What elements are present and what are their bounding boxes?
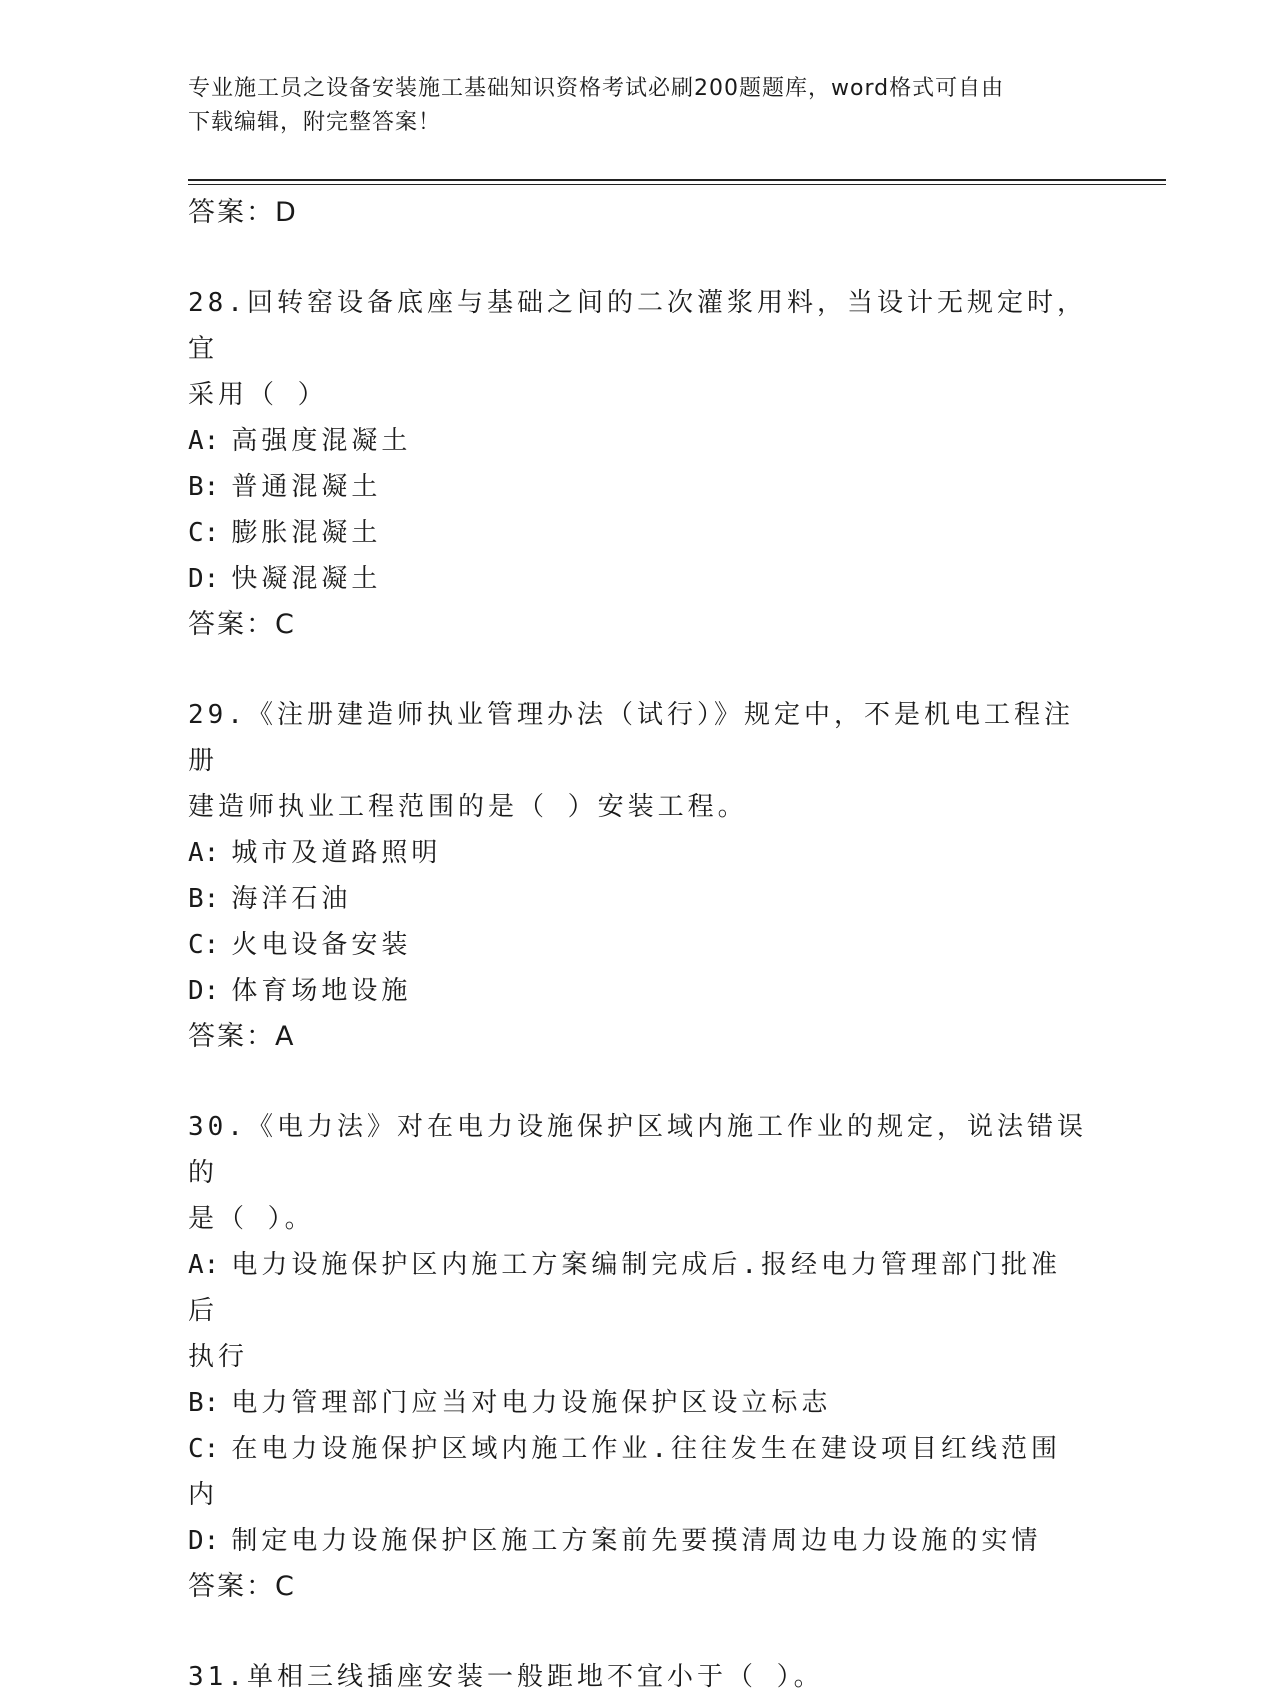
option-label: A: bbox=[188, 426, 220, 456]
question-stem-line: 28.回转窑设备底座与基础之间的二次灌浆用料，当设计无规定时，宜 bbox=[188, 288, 1087, 364]
question-stem-line: 30.《电力法》对在电力设施保护区域内施工作业的规定，说法错误的 bbox=[188, 1112, 1087, 1188]
option-label: B: bbox=[188, 472, 220, 502]
header-rule-thick bbox=[188, 179, 1166, 181]
answer-line: 答案：C bbox=[188, 609, 296, 640]
option-d bbox=[188, 556, 1088, 602]
spacer bbox=[188, 1060, 1088, 1104]
option-b bbox=[188, 876, 1088, 922]
option-c bbox=[188, 1426, 1088, 1518]
option-label: A: bbox=[188, 838, 220, 868]
question-stem-line: 建造师执业工程范围的是（ ）安装工程。 bbox=[188, 792, 748, 822]
option-label: D: bbox=[188, 564, 220, 594]
option-label: C: bbox=[188, 518, 220, 548]
page-header bbox=[188, 72, 1068, 140]
question-block bbox=[188, 692, 1088, 1060]
option-c bbox=[188, 510, 1088, 556]
option-text: 火电设备安装 bbox=[231, 930, 412, 960]
option-text: 快凝混凝土 bbox=[231, 564, 382, 594]
option-text: 膨胀混凝土 bbox=[231, 518, 382, 548]
option-text: 制定电力设施保护区施工方案前先要摸清周边电力设施的实情 bbox=[231, 1526, 1042, 1556]
option-a bbox=[188, 830, 1088, 876]
question-block bbox=[188, 1654, 1088, 1700]
option-text: 高强度混凝土 bbox=[231, 426, 412, 456]
option-text: 电力管理部门应当对电力设施保护区设立标志 bbox=[231, 1388, 832, 1418]
option-label: B: bbox=[188, 884, 220, 914]
header-rule-thin bbox=[188, 184, 1166, 185]
question-stem-line: 29.《注册建造师执业管理办法（试行）》规定中，不是机电工程注册 bbox=[188, 700, 1074, 776]
option-b bbox=[188, 464, 1088, 510]
question-block bbox=[188, 1104, 1088, 1610]
answer-line: 答案：A bbox=[188, 1021, 296, 1052]
option-b bbox=[188, 1380, 1088, 1426]
question-stem-line: 是（ ）。 bbox=[188, 1204, 315, 1234]
spacer bbox=[188, 648, 1088, 692]
option-text: 电力设施保护区内施工方案编制完成后.报经电力管理部门批准后 bbox=[188, 1250, 1061, 1326]
document-body bbox=[188, 190, 1088, 1700]
option-c bbox=[188, 922, 1088, 968]
option-text: 海洋石油 bbox=[231, 884, 352, 914]
option-text: 普通混凝土 bbox=[231, 472, 382, 502]
option-text: 在电力设施保护区域内施工作业.往往发生在建设项目红线范围内 bbox=[188, 1434, 1061, 1510]
option-label: C: bbox=[188, 930, 220, 960]
header-line-1: 专业施工员之设备安装施工基础知识资格考试必刷200题题库，word格式可自由 bbox=[188, 76, 1005, 101]
spacer bbox=[188, 236, 1088, 280]
question-block bbox=[188, 280, 1088, 648]
question-stem-line: 31.单相三线插座安装一般距地不宜小于（ ）。 bbox=[188, 1662, 824, 1692]
option-label: D: bbox=[188, 1526, 220, 1556]
option-label: B: bbox=[188, 1388, 220, 1418]
option-text: 城市及道路照明 bbox=[231, 838, 442, 868]
option-label: A: bbox=[188, 1250, 220, 1280]
spacer bbox=[188, 1610, 1088, 1654]
option-d bbox=[188, 1518, 1088, 1564]
answer-line: 答案：C bbox=[188, 1571, 296, 1602]
option-a bbox=[188, 1242, 1088, 1334]
option-a bbox=[188, 418, 1088, 464]
option-a-continuation: 执行 bbox=[188, 1342, 249, 1372]
question-stem-line: 采用（ ） bbox=[188, 380, 328, 410]
option-text: 体育场地设施 bbox=[231, 976, 412, 1006]
option-d bbox=[188, 968, 1088, 1014]
header-line-2: 下载编辑，附完整答案！ bbox=[188, 110, 442, 135]
option-label: D: bbox=[188, 976, 220, 1006]
option-label: C: bbox=[188, 1434, 220, 1464]
answer-line: 答案：D bbox=[188, 197, 298, 228]
